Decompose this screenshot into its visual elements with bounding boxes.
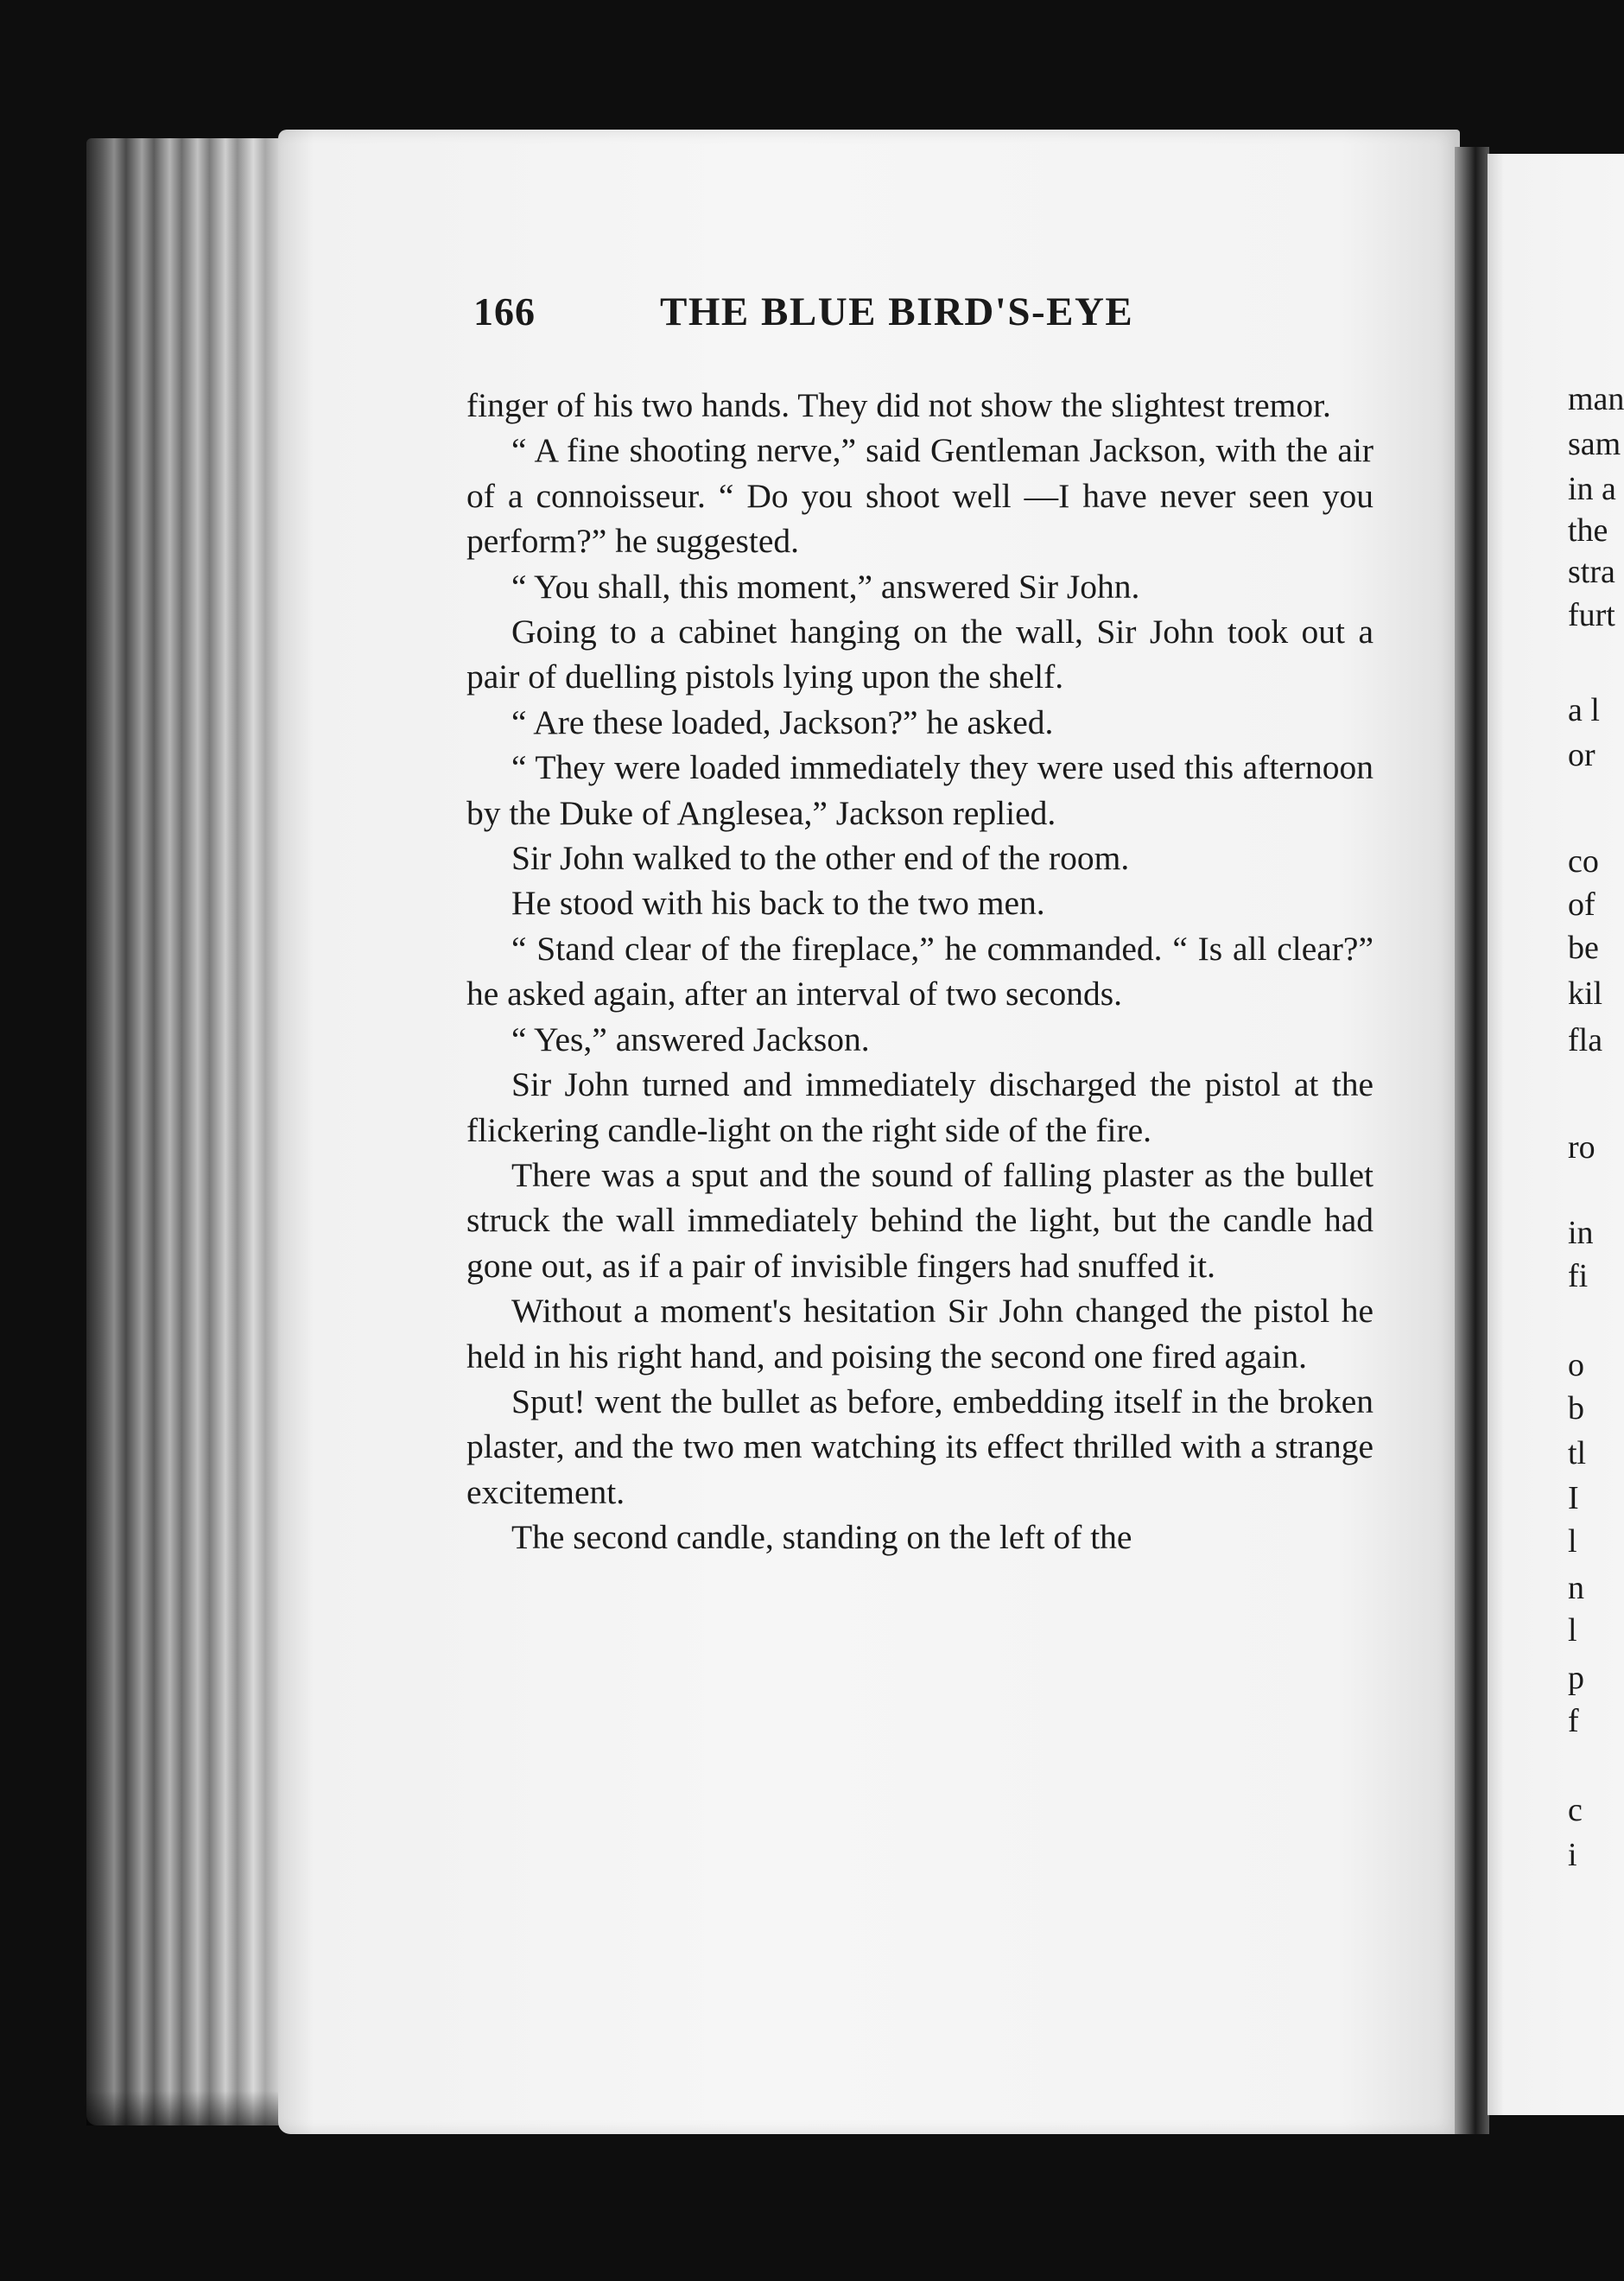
facing-page-fragment: f	[1568, 1703, 1579, 1739]
running-title: THE BLUE BIRD'S-EYE	[660, 289, 1134, 334]
facing-page-fragment: fla	[1568, 1022, 1603, 1058]
facing-page-fragment: n	[1568, 1570, 1584, 1606]
facing-page-fragment: man	[1568, 381, 1624, 417]
paragraph: “ A fine shooting nerve,” said Gentleman Jackson, with the air of a connoisseur. “ Do you shoot well —I have never seen you perform?” he suggested.	[466, 431, 1373, 561]
facing-page-fragment: in a	[1568, 471, 1616, 507]
facing-page-fragment: i	[1568, 1837, 1577, 1873]
paragraph: “ They were loaded immediately they were used this afternoon by the Duke of Anglesea,” Jackson replied.	[466, 748, 1373, 832]
facing-page-fragment: o	[1568, 1347, 1584, 1383]
paragraph: Sir John turned and immediately discharged the pistol at the flickering candle-light on the right side of the fire.	[466, 1065, 1373, 1149]
facing-page-fragment: kil	[1568, 975, 1603, 1012]
page-edges	[86, 138, 285, 2125]
paragraph: “ Are these loaded, Jackson?” he asked.	[511, 702, 1054, 741]
paragraph: Going to a cabinet hanging on the wall, Sir John took out a pair of duelling pistols lying upon the shelf.	[466, 613, 1373, 696]
facing-page-fragment: b	[1568, 1390, 1584, 1426]
facing-page-fragment: the	[1568, 512, 1608, 549]
facing-page-fragment: l	[1568, 1612, 1577, 1649]
paragraph: “ Stand clear of the fireplace,” he commanded. “ Is all clear?” he asked again, after an interval of two seconds.	[466, 929, 1373, 1013]
facing-page-fragment: c	[1568, 1792, 1583, 1828]
facing-page-fragment: a l	[1568, 692, 1600, 728]
running-head	[473, 289, 1251, 340]
body-text	[466, 383, 1373, 1560]
paragraph: “ Yes,” answered Jackson.	[511, 1020, 870, 1058]
facing-page-fragment: or	[1568, 737, 1595, 773]
facing-page-fragment: furt	[1568, 597, 1615, 633]
facing-page-fragment: stra	[1568, 554, 1615, 590]
facing-page-fragment: of	[1568, 886, 1595, 923]
paragraph: Sput! went the bullet as before, embedding itself in the broken plaster, and the two men watching its effect thrilled with a strange excitement.	[466, 1382, 1373, 1511]
paragraph: There was a sput and the sound of falling plaster as the bullet struck the wall immediately behind the light, but the candle had gone out, as if a pair of invisible fingers had snuffed it.	[466, 1155, 1373, 1285]
paragraph: Without a moment's hesitation Sir John changed the pistol he held in his right hand, and poising the second one fired again.	[466, 1292, 1373, 1376]
paragraph: He stood with his back to the two men.	[511, 884, 1045, 923]
book-gutter	[1455, 147, 1489, 2134]
paragraph: finger of his two hands. They did not show the slightest tremor.	[466, 386, 1331, 424]
facing-page-fragment: sam	[1568, 426, 1621, 462]
facing-page-fragment: l	[1568, 1523, 1577, 1560]
facing-page-fragment: fi	[1568, 1258, 1589, 1294]
facing-page-fragment: tl	[1568, 1435, 1587, 1471]
paragraph: The second candle, standing on the left of the	[511, 1518, 1132, 1557]
page-number: 166	[473, 289, 536, 334]
paragraph: Sir John walked to the other end of the room.	[511, 839, 1130, 878]
facing-page-fragment: co	[1568, 843, 1599, 880]
facing-page-fragment: I	[1568, 1480, 1579, 1516]
facing-page-fragment: ro	[1568, 1129, 1595, 1166]
facing-page-fragment: be	[1568, 930, 1599, 966]
paragraph: “ You shall, this moment,” answered Sir John.	[511, 567, 1140, 606]
facing-page-fragment: in	[1568, 1215, 1594, 1251]
facing-page-fragment: p	[1568, 1660, 1584, 1696]
